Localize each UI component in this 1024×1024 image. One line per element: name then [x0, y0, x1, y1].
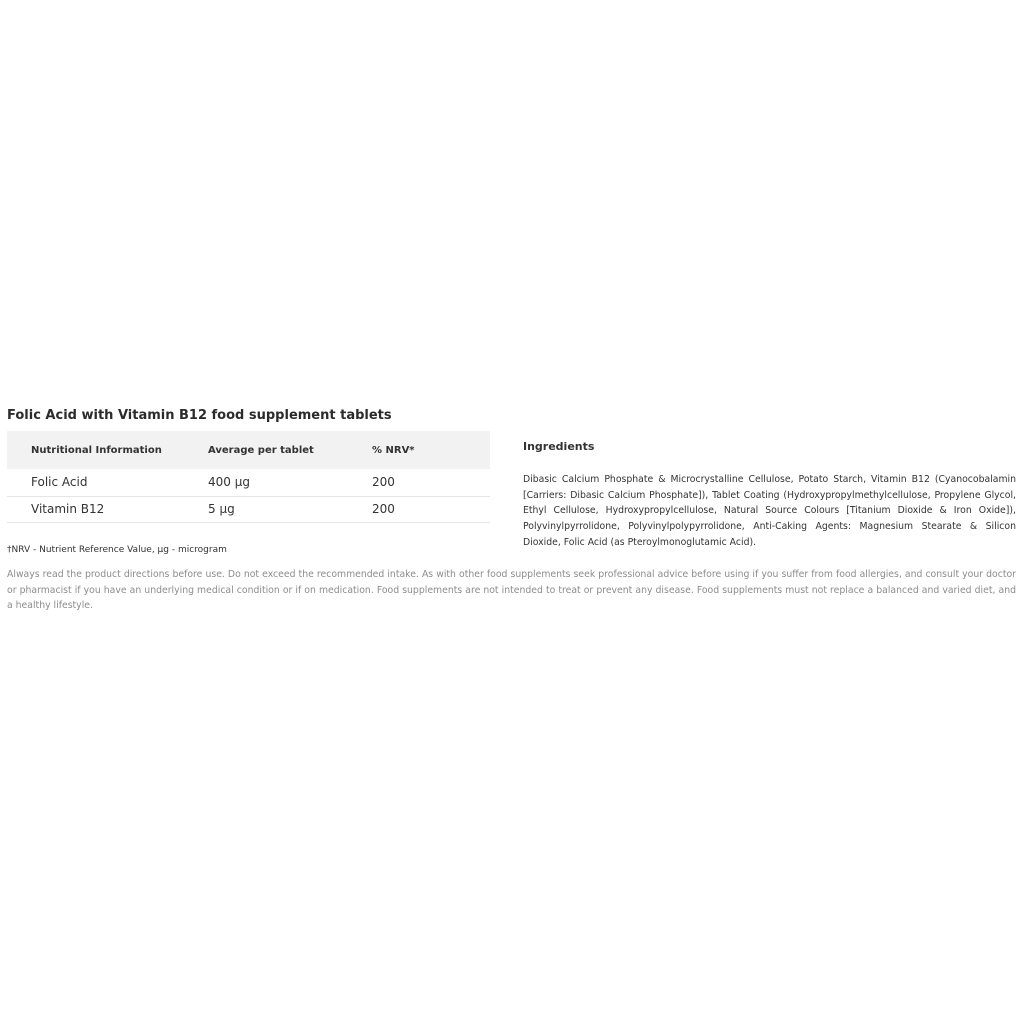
table-row [7, 496, 490, 522]
nutrient-amount: 5 µg [208, 502, 235, 516]
nutrition-table [7, 431, 490, 523]
nutrition-table-body [7, 469, 490, 522]
table-row [7, 469, 490, 496]
nutrient-name: Vitamin B12 [31, 502, 105, 516]
nutrient-amount: 400 µg [208, 475, 250, 490]
nrv-footnote: †NRV - Nutrient Reference Value, µg - microgram [7, 545, 227, 555]
nutrition-section [7, 431, 490, 523]
header-average-per-tablet: Average per tablet [208, 444, 314, 456]
ingredients-heading: Ingredients [523, 440, 595, 453]
ingredients-text: Dibasic Calcium Phosphate & Microcrystalline Cellulose, Potato Starch, Vitamin B12 (Cyanocobalamin [Carriers: Dibasic Calcium Phosphate]), Tablet Coating (Hydroxypropylmethylcellulose, Propylene Glycol, Ethyl Cellulose, Hydroxypropylcellulose, Natural Source Colours [Titanium Dioxide & Iron Oxide]), Polyvinylpyrrolidone, Polyvinylpolypyrrolidone, Anti-Caking Agents: Magnesium Stearate & Silicon Dioxide, Folic Acid (as Pteroylmonoglutamic Acid). [523, 474, 1016, 548]
nutrient-name: Folic Acid [31, 475, 88, 490]
disclaimer-text: Always read the product directions before use. Do not exceed the recommended intake. As with other food supplements seek professional advice before using if you suffer from food allergies, and consult your doctor or pharmacist if you have an underlying medical condition or if on medication. Food supplements are not intended to treat or prevent any disease. Food supplements must not replace a balanced and varied diet, and a healthy lifestyle. [7, 569, 1016, 612]
nutrient-nrv: 200 [372, 502, 395, 516]
header-nutritional-information: Nutritional Information [31, 444, 162, 456]
product-title: Folic Acid with Vitamin B12 food supplement tablets [7, 408, 392, 423]
nutrition-table-header [7, 431, 490, 469]
header-nrv: % NRV* [372, 444, 415, 456]
nutrient-nrv: 200 [372, 475, 395, 490]
nutrition-header-row [7, 431, 490, 469]
